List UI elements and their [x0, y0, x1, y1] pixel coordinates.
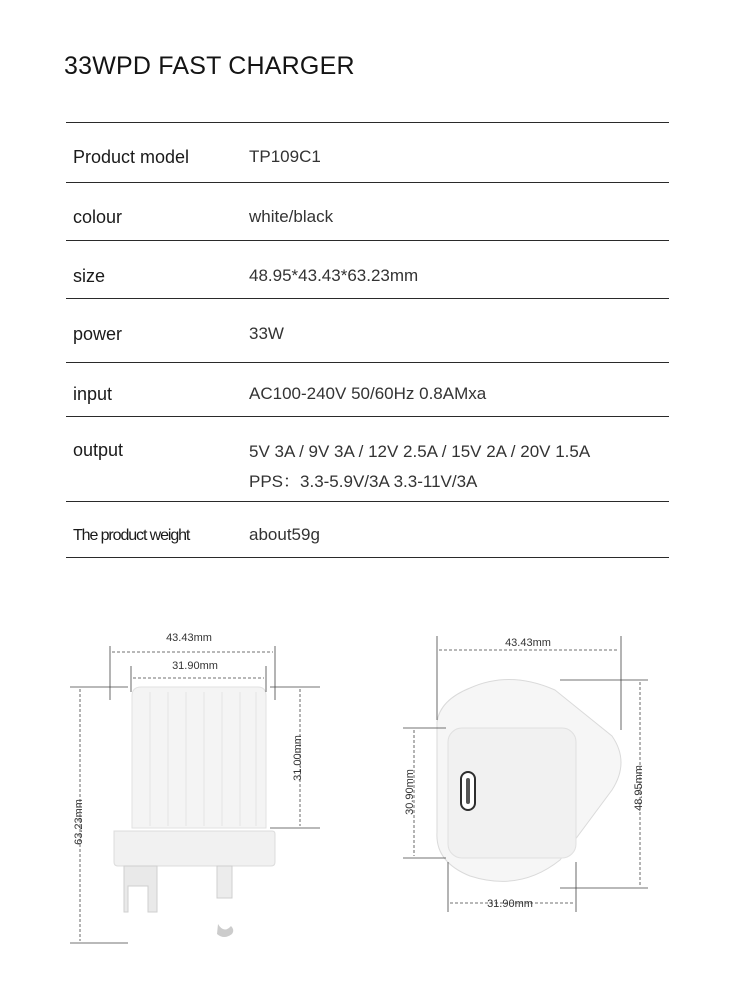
spec-value: about59g	[249, 525, 320, 544]
side-view-drawing	[70, 632, 320, 943]
page-title: 33WPD FAST CHARGER	[64, 52, 355, 80]
plug-pin-right	[217, 866, 232, 898]
charger-body-side	[132, 687, 266, 828]
spec-row-power	[66, 299, 669, 362]
spec-value: white/black	[249, 207, 334, 226]
spec-label: power	[73, 324, 123, 344]
side-total-height-label: 63.23mm	[73, 799, 85, 845]
spec-label: output	[73, 440, 124, 460]
pin-tip	[217, 924, 233, 937]
table-divider	[66, 557, 669, 558]
spec-row-output	[66, 417, 669, 501]
spec-value: AC100-240V 50/60Hz 0.8AMxa	[249, 384, 487, 403]
front-total-height-label: 48.95mm	[633, 765, 645, 811]
spec-table	[66, 122, 669, 558]
front-width-label: 43.43mm	[505, 637, 551, 649]
spec-label: Product model	[73, 147, 190, 167]
spec-row-input	[66, 363, 669, 416]
side-front-height-label: 31.00mm	[292, 735, 304, 781]
plug-base	[114, 831, 275, 866]
spec-value: PPS：3.3-5.9V/3A 3.3-11V/3A	[249, 472, 478, 491]
front-height-label: 30.90mm	[404, 769, 416, 815]
spec-row-model	[66, 123, 669, 182]
front-bottom-width-label: 31.90mm	[487, 898, 533, 910]
spec-label: The product weight	[73, 527, 190, 544]
spec-label: colour	[73, 207, 123, 227]
side-front-width-label: 31.90mm	[172, 660, 218, 672]
spec-row-size	[66, 241, 669, 298]
spec-label: size	[73, 266, 106, 286]
spec-value: 33W	[249, 324, 284, 343]
spec-value: 5V 3A / 9V 3A / 12V 2.5A / 15V 2A / 20V 1.5A	[249, 442, 591, 461]
front-view-drawing	[403, 636, 648, 912]
side-width-label: 43.43mm	[166, 632, 212, 644]
plug-pin-left	[124, 866, 157, 912]
spec-value: TP109C1	[249, 147, 321, 166]
spec-value: 48.95*43.43*63.23mm	[249, 266, 419, 285]
spec-row-colour	[66, 183, 669, 240]
usb-c-port-tongue	[466, 778, 470, 804]
spec-label: input	[73, 384, 113, 404]
spec-row-weight	[66, 502, 669, 557]
dimension-drawings	[0, 600, 736, 1004]
